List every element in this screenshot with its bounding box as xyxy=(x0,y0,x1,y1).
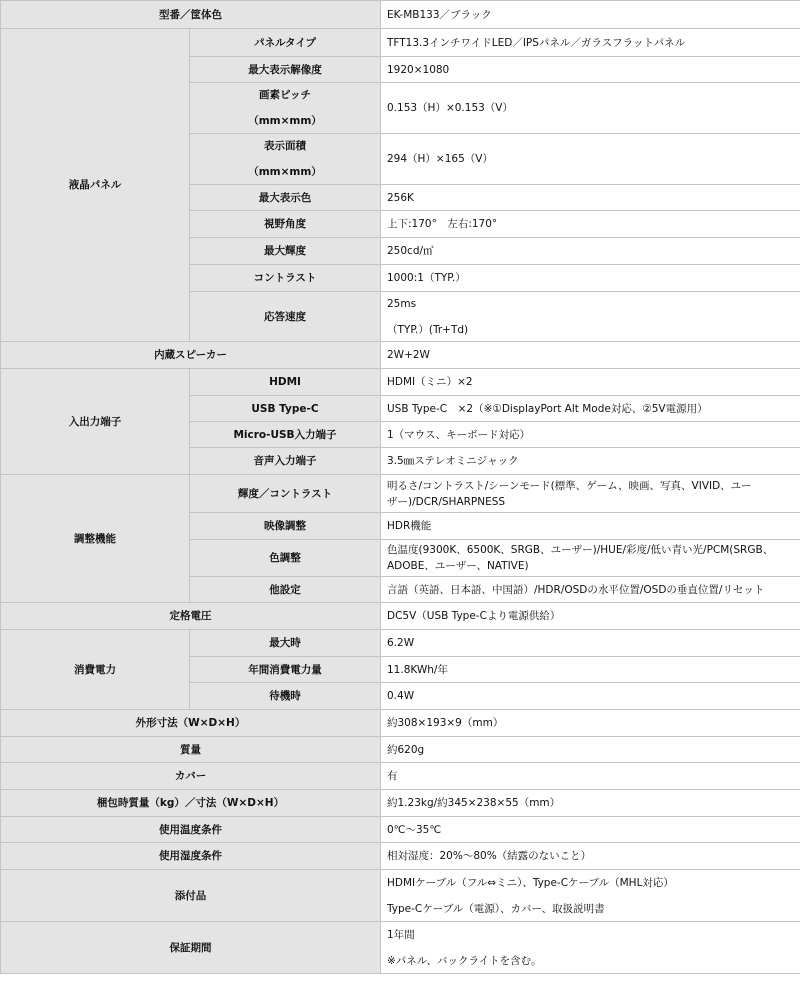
display-area-label-line-1: 表示面積 xyxy=(264,140,306,152)
row-label-weight: 質量 xyxy=(1,737,381,763)
row-value-power-max: 6.2W xyxy=(381,630,800,657)
row-label-response: 応答速度 xyxy=(190,292,381,342)
row-label-brightness: 最大輝度 xyxy=(190,238,381,265)
group-label-lcd: 液晶パネル xyxy=(1,29,190,342)
row-label-colors: 最大表示色 xyxy=(190,185,381,211)
table-row xyxy=(1,603,800,630)
group-label-io: 入出力端子 xyxy=(1,369,190,475)
row-label-humidity: 使用湿度条件 xyxy=(1,843,381,870)
row-label-panel-type: パネルタイプ xyxy=(190,29,381,57)
row-value-color-adjust xyxy=(381,540,800,577)
row-value-panel-type: TFT13.3インチワイドLED／IPSパネル／ガラスフラットパネル xyxy=(381,29,800,57)
table-row xyxy=(1,475,800,513)
row-value-power-annual: 11.8KWh/年 xyxy=(381,657,800,683)
pixel-pitch-label-line-1: 画素ピッチ xyxy=(258,89,312,101)
group-label-adjust: 調整機能 xyxy=(1,475,190,603)
table-row xyxy=(1,763,800,790)
row-value-response xyxy=(381,292,800,342)
row-value-package: 約1.23kg/約345×238×55（mm） xyxy=(381,790,800,817)
row-label-hdmi: HDMI xyxy=(190,369,381,396)
row-value-colors: 256K xyxy=(381,185,800,211)
brightness-contrast-value-line-1: 明るさ/コントラスト/シーンモード(標準、ゲーム、映画、写真、VIVID、ユー xyxy=(387,479,752,492)
row-value-accessories xyxy=(381,870,800,922)
row-label-temperature: 使用温度条件 xyxy=(1,817,381,843)
table-row xyxy=(1,790,800,817)
row-label-pixel-pitch xyxy=(190,83,381,134)
row-value-audio-input: 3.5㎜ステレオミニジャック xyxy=(381,448,800,475)
row-label-brightness-contrast: 輝度／コントラスト xyxy=(190,475,381,513)
row-label-micro-usb: Micro-USB入力端子 xyxy=(190,422,381,448)
row-value-model: EK-MB133／ブラック xyxy=(381,1,800,29)
table-row xyxy=(1,870,800,922)
table-row xyxy=(1,369,800,396)
row-value-dimensions: 約308×193×9（mm） xyxy=(381,710,800,737)
response-value-line-1: 25ms xyxy=(387,297,417,310)
row-value-brightness-contrast xyxy=(381,475,800,513)
row-value-pixel-pitch: 0.153（H）×0.153（V） xyxy=(381,83,800,134)
row-label-warranty: 保証期間 xyxy=(1,922,381,974)
brightness-contrast-value-line-2: ザー)/DCR/SHARPNESS xyxy=(387,495,506,508)
color-adjust-value-line-2: ADOBE、ユーザー、NATIVE) xyxy=(387,560,529,572)
table-row xyxy=(1,630,800,657)
row-label-voltage: 定格電圧 xyxy=(1,603,381,630)
row-value-temperature: 0℃～35℃ xyxy=(381,817,800,843)
row-value-brightness: 250cd/㎡ xyxy=(381,238,800,265)
row-value-resolution: 1920×1080 xyxy=(381,57,800,83)
row-value-speaker: 2W+2W xyxy=(381,342,800,369)
row-label-package: 梱包時質量（kg）／寸法（W×D×H） xyxy=(1,790,381,817)
row-label-usbc: USB Type-C xyxy=(190,396,381,422)
accessories-value-line-1: HDMIケーブル（フル⇔ミニ）、Type-Cケーブル（MHL対応） xyxy=(387,876,674,889)
warranty-value-line-1: 1年間 xyxy=(387,928,415,941)
row-label-resolution: 最大表示解像度 xyxy=(190,57,381,83)
response-value-line-2: （TYP.）(Tr+Td) xyxy=(387,323,469,336)
row-value-hdmi: HDMI（ミニ）×2 xyxy=(381,369,800,396)
row-label-display-area xyxy=(190,134,381,185)
row-value-usbc: USB Type-C ×2（※①DisplayPort Alt Mode対応、②5V電源用） xyxy=(381,396,800,422)
table-row xyxy=(1,922,800,974)
warranty-value-line-2: ※パネル、バックライトを含む。 xyxy=(387,954,542,967)
group-label-power: 消費電力 xyxy=(1,630,190,710)
row-label-color-adjust: 色調整 xyxy=(190,540,381,577)
row-value-warranty xyxy=(381,922,800,974)
row-value-contrast: 1000:1（TYP.） xyxy=(381,265,800,292)
row-value-display-area: 294（H）×165（V） xyxy=(381,134,800,185)
display-area-label-line-2: （mm×mm） xyxy=(248,166,322,178)
row-value-weight: 約620g xyxy=(381,737,800,763)
row-value-cover: 有 xyxy=(381,763,800,790)
row-value-viewing-angle: 上下:170° 左右:170° xyxy=(381,211,800,238)
table-row xyxy=(1,737,800,763)
row-value-micro-usb: 1（マウス、キーボード対応） xyxy=(381,422,800,448)
row-label-power-standby: 待機時 xyxy=(190,683,381,710)
table-row xyxy=(1,29,800,57)
row-label-power-max: 最大時 xyxy=(190,630,381,657)
row-label-cover: カバー xyxy=(1,763,381,790)
row-value-humidity: 相対湿度：20%～80%（結露のないこと） xyxy=(381,843,800,870)
row-label-audio-input: 音声入力端子 xyxy=(190,448,381,475)
row-label-contrast: コントラスト xyxy=(190,265,381,292)
row-label-other-settings: 他設定 xyxy=(190,577,381,603)
accessories-value-line-2: Type-Cケーブル（電源）、カバー、取扱説明書 xyxy=(387,902,605,915)
table-row xyxy=(1,843,800,870)
row-value-image-adjust: HDR機能 xyxy=(381,513,800,540)
row-value-voltage: DC5V（USB Type-Cより電源供給） xyxy=(381,603,800,630)
row-value-other-settings: 言語（英語、日本語、中国語）/HDR/OSDの水平位置/OSDの垂直位置/リセット xyxy=(381,577,800,603)
row-label-model: 型番／筐体色 xyxy=(1,1,381,29)
color-adjust-value-line-1: 色温度(9300K、6500K、SRGB、ユーザー)/HUE/彩度/低い青い光/PCM(SRGB、 xyxy=(387,544,774,556)
row-label-dimensions: 外形寸法（W×D×H） xyxy=(1,710,381,737)
row-label-power-annual: 年間消費電力量 xyxy=(190,657,381,683)
row-label-image-adjust: 映像調整 xyxy=(190,513,381,540)
row-label-accessories: 添付品 xyxy=(1,870,381,922)
table-row xyxy=(1,342,800,369)
row-label-speaker: 内蔵スピーカー xyxy=(1,342,381,369)
pixel-pitch-label-line-2: （mm×mm） xyxy=(248,115,322,127)
table-row xyxy=(1,710,800,737)
row-value-power-standby: 0.4W xyxy=(381,683,800,710)
row-label-viewing-angle: 視野角度 xyxy=(190,211,381,238)
table-row xyxy=(1,1,800,29)
table-row xyxy=(1,817,800,843)
